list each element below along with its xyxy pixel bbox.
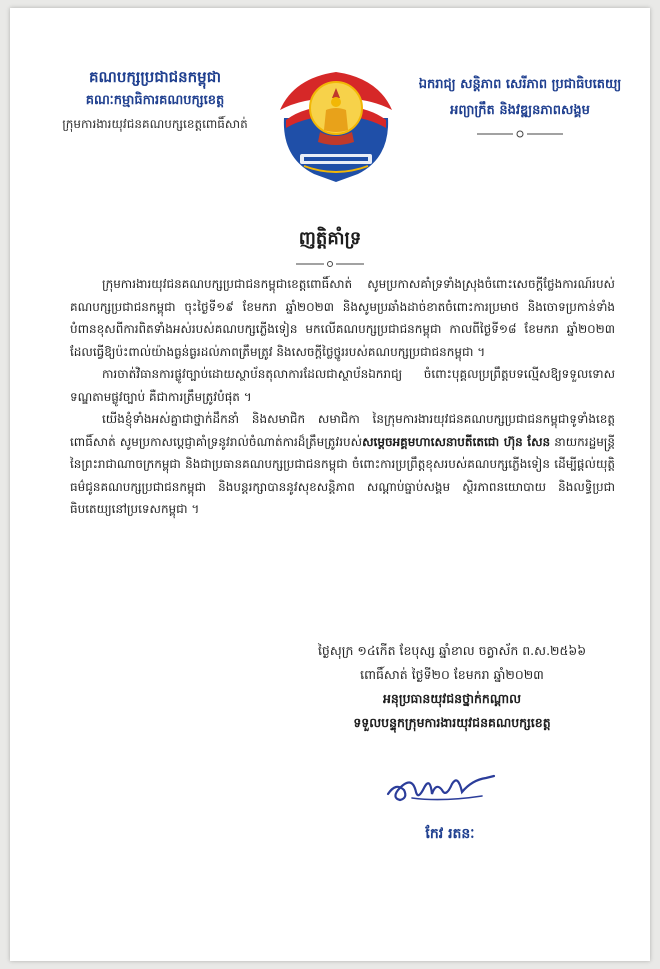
paragraph-3-end: នាយករដ្ឋមន្ត្រីនៃព្រះរាជាណាចក្រកម្ពុជា និងជាប្រធានគណបក្សប្រជាជនកម្ពុជា ចំពោះការប្រព្រឹត្តខុសរបស់គណបក្សភ្លើងទៀន ដើម្បីផ្តល់យុត្តិធម៌ជូនគណបក្សប្រជាជនកម្ពុជា និងបន្តរក្សាបាននូវសុខសន្តិភាព សណ្តាប់ធ្នាប់សង្គម ស្ថិរភាពនយោបាយ និងលទ្ធិប្រជាធិបតេយ្យនៅប្រទេសកម្ពុជា ។ xyxy=(70,434,615,516)
date-block xyxy=(272,639,632,735)
paragraph-1: ក្រុមការងារយុវជនគណបក្សប្រជាជនកម្ពុជាខេត្តពោធិ៍សាត់ សូមប្រកាសគាំទ្រទាំងស្រុងចំពោះសេចក្តីថ្លែងការណ៍របស់គណបក្សប្រជាជនកម្ពុជា ចុះថ្ងៃទី១៩ ខែមករា ឆ្នាំ២០២៣ និងសូមប្រឆាំងដាច់ខាតចំពោះការប្រមាថ និងចោទប្រកាន់ទាំងបំពានខុសពីការពិតទាំងអស់របស់គណបក្សភ្លើងទៀន មកលើគណបក្សប្រជាជនកម្ពុជា កាលពីថ្ងៃទី១៨ ខែមករា ឆ្នាំ២០២៣ ដែលធ្វើឱ្យប៉ះពាល់យ៉ាងធ្ងន់ធ្ងរដល់ភាពត្រឹមត្រូវ និងសេចក្តីថ្លៃថ្នូររបស់គណបក្សប្រជាជនកម្ពុជា ។ xyxy=(70,277,615,359)
signer-position-2: ទទួលបន្ទុកក្រុមការងារយុវជនគណបក្សខេត្ត xyxy=(353,715,551,730)
document-title: ញត្តិគាំទ្រ xyxy=(298,228,362,249)
paragraph-3-start: យើងខ្ញុំទាំងអស់គ្នាជាថ្នាក់ដឹកនាំ និងសមាជិក សមាជិកា នៃក្រុមការងារយុវជនគណបក្សប្រជាជនកម្ពុជាទូទាំងខេត្តពោធិ៍សាត់ សូមប្រកាសប្តេជ្ញាគាំទ្រនូវរាល់ចំណាត់ការដ៏ត្រឹមត្រូវរបស់ xyxy=(70,412,615,449)
signature-icon xyxy=(382,768,502,808)
provincial-committee: គណៈកម្មាធិការគណបក្សខេត្ត xyxy=(85,93,225,108)
cpp-emblem-icon xyxy=(274,58,398,186)
header-right xyxy=(405,74,635,138)
national-motto-2: អព្យាក្រឹត និងវឌ្ឍនភាពសង្គម xyxy=(450,103,590,118)
document-page xyxy=(10,8,650,961)
lunar-date: ថ្ងៃសុក្រ ១៤កើត ខែបុស្ស ឆ្នាំខាល ចត្វាស័ក ព.ស.២៥៦៦ xyxy=(317,643,587,658)
title-ornament-icon xyxy=(294,260,366,268)
ornament-divider-icon xyxy=(475,130,565,138)
header-left xyxy=(40,66,270,134)
youth-working-group: ក្រុមការងារយុវជនគណបក្សខេត្តពោធិ៍សាត់ xyxy=(62,117,248,131)
paragraph-3-emphasis: សម្តេចអគ្គមហាសេនាបតីតេជោ ហ៊ុន សែន xyxy=(362,434,551,449)
national-motto: ឯករាជ្យ សន្តិភាព សេរីភាព ប្រជាធិបតេយ្យ xyxy=(418,77,622,92)
signer-name: កែវ រតនៈ xyxy=(425,826,475,842)
party-name: គណបក្សប្រជាជនកម្ពុជា xyxy=(89,68,221,86)
paragraph-3 xyxy=(70,408,615,521)
signer-position-1: អនុប្រធានយុវជនថ្នាក់កណ្តាល xyxy=(382,691,521,706)
document-body xyxy=(70,273,615,521)
solar-date: ពោធិ៍សាត់ ថ្ងៃទី២០ ខែមករា ឆ្នាំ២០២៣ xyxy=(360,667,544,682)
paragraph-2: ការចាត់វិធានការផ្លូវច្បាប់ដោយស្ថាប័នតុលាការដែលជាស្ថាប័នឯករាជ្យ ចំពោះបុគ្គលប្រព្រឹត្តបទល្មើសឱ្យទទួលទោសទណ្ឌតាមផ្លូវច្បាប់ គឺជាការត្រឹមត្រូវបំផុត ។ xyxy=(70,367,615,404)
